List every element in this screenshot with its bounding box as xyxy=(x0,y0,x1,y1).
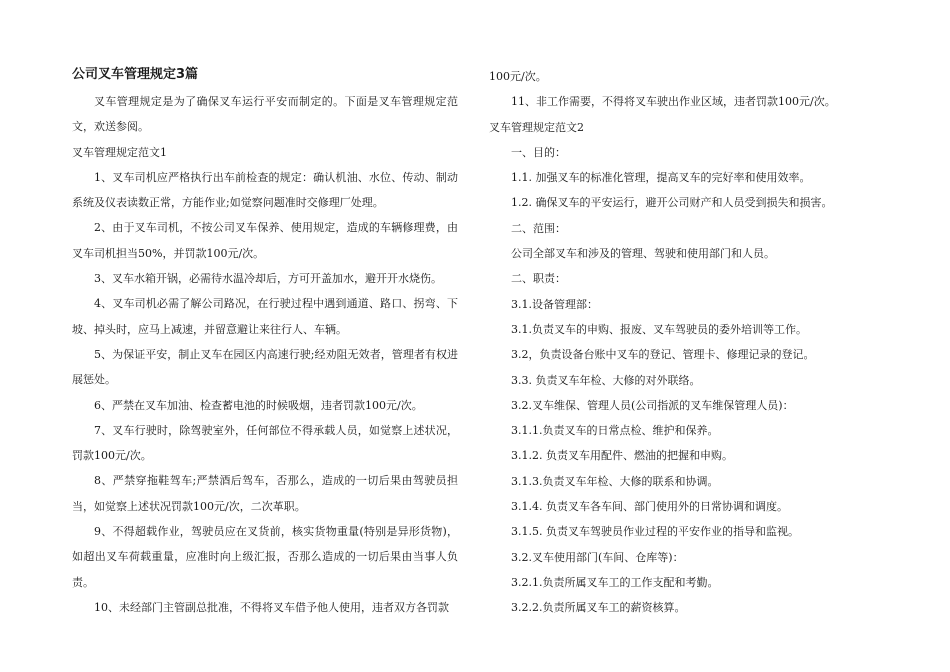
paragraph: 二、职责： xyxy=(511,272,566,286)
paragraph: 3.2.叉车使用部门(车间、仓库等)： xyxy=(511,550,684,564)
paragraph: 4、叉车司机必需了解公司路况，在行驶过程中遇到通道、路口、拐弯、下坡、掉头时，应马上减速，并留意避让来往行人、车辆。 xyxy=(72,297,458,336)
paragraph: 3.2.2.负责所属叉车工的薪资核算。 xyxy=(511,601,686,615)
paragraph: 1.2. 确保叉车的平安运行，避开公司财产和人员受到损失和损害。 xyxy=(511,196,833,210)
left-column xyxy=(72,64,458,620)
paragraph: 3.2.叉车维保、管理人员(公司指派的叉车维保管理人员)： xyxy=(511,398,794,412)
paragraph: 3、叉车水箱开锅，必需待水温冷却后，方可开盖加水，避开开水烧伤。 xyxy=(94,272,442,286)
paragraph: 10、未经部门主管副总批准，不得将叉车借予他人使用，违者双方各罚款 xyxy=(94,600,449,614)
paragraph: 叉车管理规定范文1 xyxy=(72,145,167,159)
paragraph: 公司全部叉车和涉及的管理、驾驶和使用部门和人员。 xyxy=(511,247,775,261)
paragraph: 6、严禁在叉车加油、检查蓄电池的时候吸烟，违者罚款100元/次。 xyxy=(94,398,423,412)
paragraph: 8、严禁穿拖鞋驾车;严禁酒后驾车，否那么，造成的一切后果由驾驶员担当，如觉察上述状况罚款100元/次，二次革职。 xyxy=(72,474,458,513)
paragraph: 1.1. 加强叉车的标准化管理，提高叉车的完好率和使用效率。 xyxy=(511,171,811,185)
paragraph: 7、叉车行驶时，除驾驶室外，任何部位不得承载人员，如觉察上述状况，罚款100元/次。 xyxy=(72,423,458,463)
paragraph: 3.1.4. 负责叉车各车间、部门使用外的日常协调和调度。 xyxy=(511,500,788,514)
paragraph: 3.1.5. 负责叉车驾驶员作业过程的平安作业的指导和监视。 xyxy=(511,525,799,539)
paragraph: 二、范围： xyxy=(511,221,566,235)
paragraph: 3.2.1.负责所属叉车工的工作支配和考勤。 xyxy=(511,575,719,589)
right-column-body xyxy=(489,64,869,621)
paragraph: 9、不得超载作业，驾驶员应在叉货前，核实货物重量(特别是异形货物)，如超出叉车荷载重量，应准时向上级汇报，否那么造成的一切后果由当事人负责。 xyxy=(72,525,458,589)
paragraph: 1、叉车司机应严格执行出车前检查的规定：确认机油、水位、传动、制动系统及仪表读数正常，方能作业;如觉察问题准时交修理厂处理。 xyxy=(72,170,458,210)
right-column xyxy=(489,64,869,621)
paragraph: 3.1.3.负责叉车年检、大修的联系和协调。 xyxy=(511,474,719,488)
paragraph: 3.2，负责设备台账中叉车的登记、管理卡、修理记录的登记。 xyxy=(511,348,815,362)
paragraph: 3.3. 负责叉车年检、大修的对外联络。 xyxy=(511,373,701,387)
paragraph: 2、由于叉车司机，不按公司叉车保养、使用规定，造成的车辆修理费，由叉车司机担当50%，并罚款100元/次。 xyxy=(72,221,458,260)
document-title: 公司叉车管理规定3篇 xyxy=(72,67,199,82)
paragraph: 11、非工作需要，不得将叉车驶出作业区域，违者罚款100元/次。 xyxy=(511,95,836,109)
paragraph: 3.1.设备管理部： xyxy=(511,297,598,311)
paragraph: 叉车管理规定是为了确保叉车运行平安而制定的。下面是叉车管理规定范文，欢送参阅。 xyxy=(72,95,458,134)
paragraph: 100元/次。 xyxy=(489,70,547,83)
paragraph: 3.1.1.负责叉车的日常点检、维护和保养。 xyxy=(511,424,719,438)
paragraph: 3.1.负责叉车的申购、报废、叉车驾驶员的委外培训等工作。 xyxy=(511,322,807,336)
paragraph: 5、为保证平安，制止叉车在园区内高速行驶;经劝阻无效者，管理者有权进展惩处。 xyxy=(72,347,458,387)
paragraph: 叉车管理规定范文2 xyxy=(489,120,584,134)
left-column-body xyxy=(72,89,458,620)
paragraph: 3.1.2. 负责叉车用配件、燃油的把握和申购。 xyxy=(511,449,733,463)
paragraph: 一、目的： xyxy=(511,145,566,159)
